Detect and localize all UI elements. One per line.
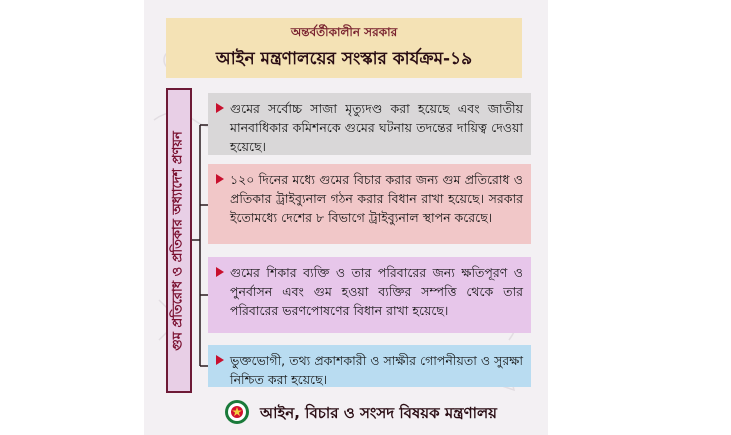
footer — [224, 397, 524, 427]
sidebar-label-box — [166, 88, 192, 393]
bullet-triangle-icon — [216, 174, 224, 184]
list-item — [208, 93, 531, 155]
list-item-text: ভুক্তভোগী, তথ্য প্রকাশকারী ও সাক্ষীর গোপনীয়তা ও সুরক্ষা নিশ্চিত করা হয়েছে। — [230, 353, 523, 387]
list-item-text: ১২০ দিনের মধ্যে গুমের বিচার করার জন্য গুম প্রতিরোধ ও প্রতিকার ট্রাইব্যুনাল গঠন করার বিধান রাখা হয়েছে। সরকার ইতোমধ্যে দেশের ৮ বিভাগে ট্রাইব্যুনাল স্থাপন করেছে। — [230, 172, 523, 225]
list-item — [208, 345, 531, 387]
list-item-text: গুমের সর্বোচ্চ সাজা মৃত্যুদণ্ড করা হয়েছে এবং জাতীয় মানবাধিকার কমিশনকে গুমের ঘটনায় তদন্তের দায়িত্ব দেওয়া হয়েছে। — [230, 101, 523, 154]
ministry-name: আইন, বিচার ও সংসদ বিষয়ক মন্ত্রণালয় — [260, 404, 498, 422]
sidebar-label: গুম প্রতিরোধ ও প্রতিকার অধ্যাদেশ প্রণয়ন — [170, 130, 186, 351]
list-item — [208, 257, 531, 333]
list-item — [208, 164, 531, 244]
bullet-triangle-icon — [216, 267, 224, 277]
list-item-text: গুমের শিকার ব্যক্তি ও তার পরিবারের জন্য ক্ষতিপূরণ ও পুনর্বাসন এবং গুম হওয়া ব্যক্তির সম্পত্তি থেকে তার পরিবারের ভরণপোষণের বিধান রাখা হয়েছে। — [230, 265, 523, 318]
bullet-triangle-icon — [216, 103, 224, 113]
header-title: আইন মন্ত্রণালয়ের সংস্কার কার্যক্রম-১৯ — [215, 49, 473, 69]
header-subtitle: অন্তর্বর্তীকালীন সরকার — [290, 25, 398, 39]
bangladesh-govt-emblem-icon — [224, 399, 250, 425]
bullet-triangle-icon — [216, 355, 224, 365]
infographic-card — [144, 0, 548, 435]
header-banner — [166, 18, 522, 78]
